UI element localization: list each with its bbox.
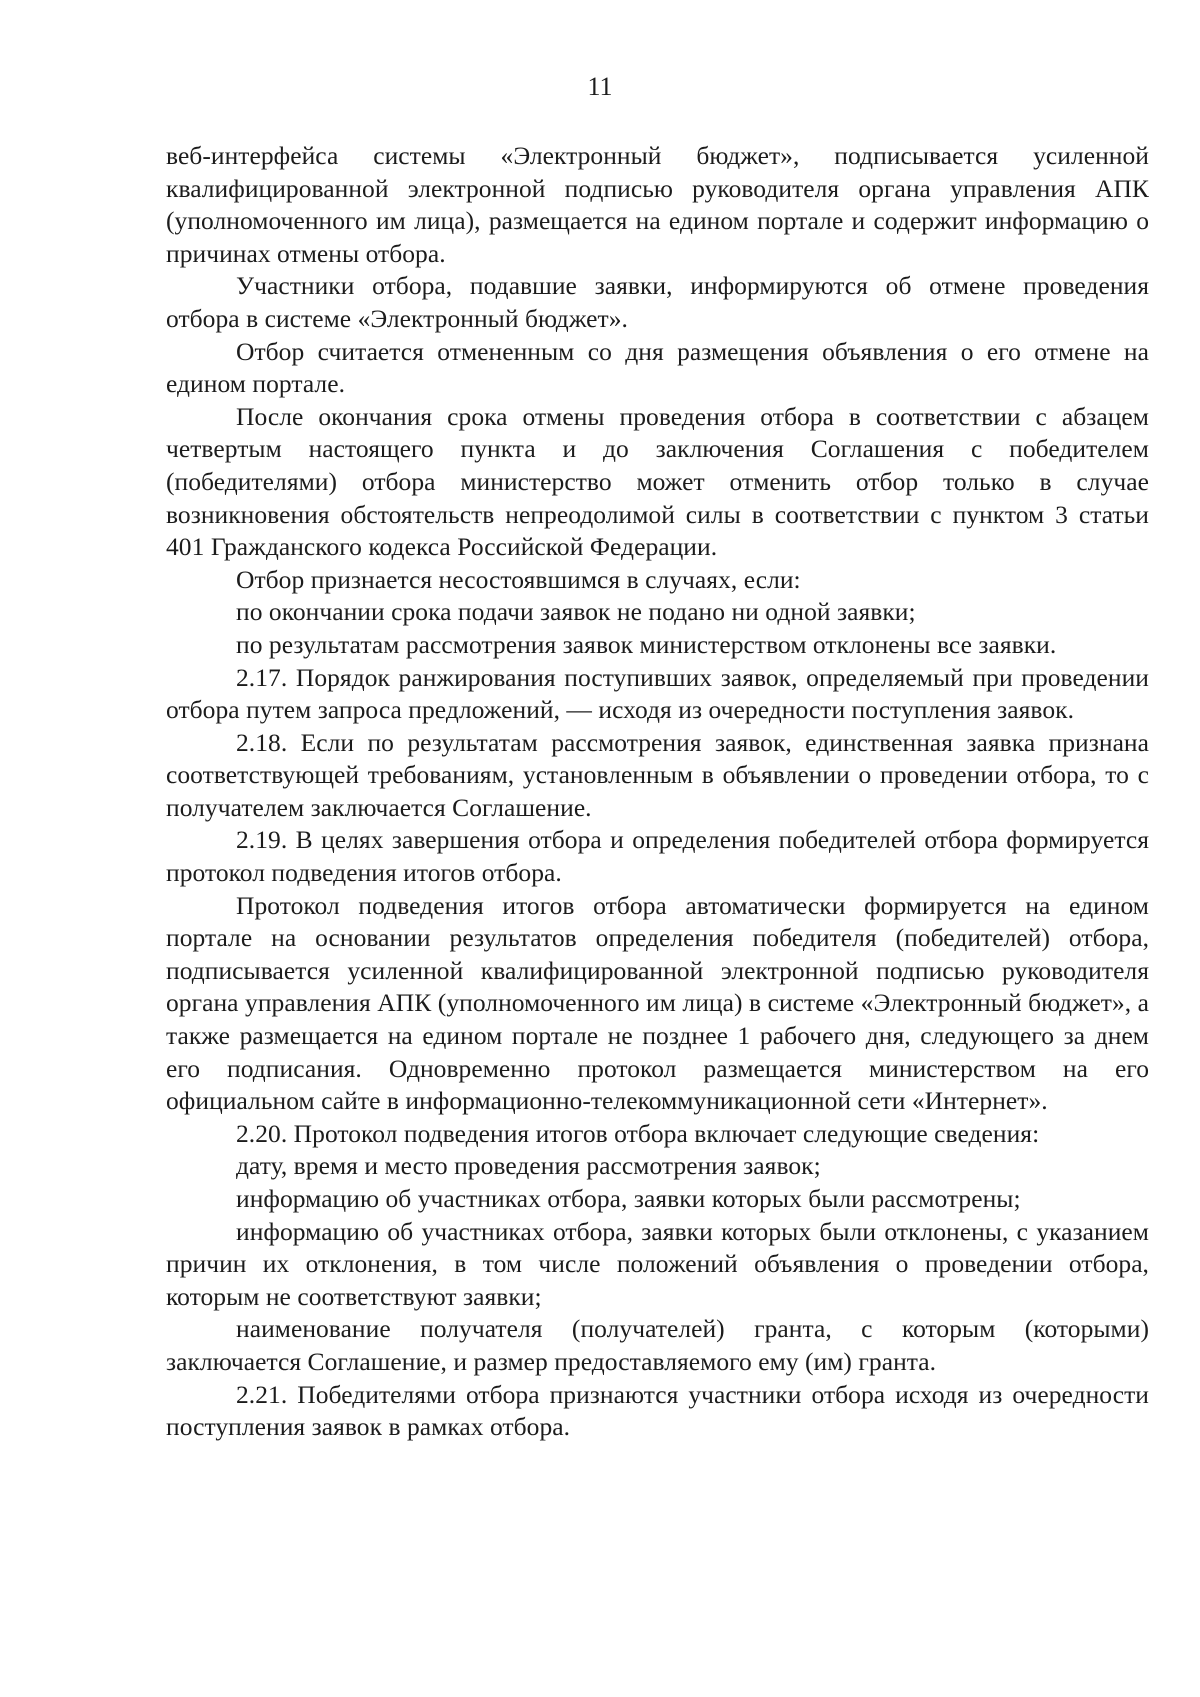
paragraph: по окончании срока подачи заявок не подано ни одной заявки; xyxy=(236,597,916,627)
paragraph-2-21: 2.21. Победителями отбора признаются участники отбора исходя из очередности поступления заявок в рамках отбора. xyxy=(166,1379,1149,1442)
paragraph-2-17: 2.17. Порядок ранжирования поступивших заявок, определяемый при проведении отбора путем запроса предложений, — исходя из очередности поступления заявок. xyxy=(166,662,1149,725)
page-number: 11 xyxy=(587,72,613,101)
paragraph: Отбор признается несостоявшимся в случаях, если: xyxy=(236,564,801,594)
paragraph: дату, время и место проведения рассмотрения заявок; xyxy=(236,1151,821,1181)
paragraph: информацию об участниках отбора, заявки которых были отклонены, с указанием причин их отклонения, в том числе положений объявления о проведении отбора, которым не соответствуют заявки; xyxy=(166,1216,1149,1311)
paragraph-continuation: веб-интерфейса системы «Электронный бюджет», подписывается усиленной квалифицированной электронной подписью руководителя органа управления АПК (уполномоченного им лица), размещается на едином портале и содержит информацию о причинах отмены отбора. xyxy=(166,141,1149,268)
paragraph: Участники отбора, подавшие заявки, информируются об отмене проведения отбора в системе «Электронный бюджет». xyxy=(166,271,1149,333)
paragraph: информацию об участниках отбора, заявки которых были рассмотрены; xyxy=(236,1184,1021,1213)
paragraph: наименование получателя (получателей) гранта, с которым (которыми) заключается Соглашение, и размер предоставляемого ему (им) гранта. xyxy=(166,1314,1149,1376)
paragraph-2-18: 2.18. Если по результатам рассмотрения заявок, единственная заявка признана соответствующей требованиям, установленным в объявлении о проведении отбора, то с получателем заключается Соглашение. xyxy=(166,727,1149,822)
document-body xyxy=(166,140,1149,1444)
paragraph: по результатам рассмотрения заявок министерством отклонены все заявки. xyxy=(236,629,1057,659)
paragraph-2-19: 2.19. В целях завершения отбора и определения победителей отбора формируется протокол подведения итогов отбора. xyxy=(166,825,1149,888)
paragraph: Отбор считается отмененным со дня размещения объявления о его отмене на едином портале. xyxy=(166,336,1149,399)
paragraph: После окончания срока отмены проведения отбора в соответствии с абзацем четвертым настоящего пункта и до заключения Соглашения с победителем (победителями) отбора министерство может отменить отбор только в случае возникновения обстоятельств непреодолимой силы в соответствии с пунктом 3 статьи 401 Гражданского кодекса Российской Федерации. xyxy=(166,401,1149,562)
paragraph-2-20: 2.20. Протокол подведения итогов отбора включает следующие сведения: xyxy=(236,1118,1040,1148)
paragraph: Протокол подведения итогов отбора автоматически формируется на едином портале на основании результатов определения победителя (победителей) отбора, подписывается усиленной квалифицированной электронной подписью руководителя органа управления АПК (уполномоченного им лица) в системе «Электронный бюджет», а также размещается на едином портале не позднее 1 рабочего дня, следующего за днем его подписания. Одновременно протокол размещается министерством на его официальном сайте в информационно-телекоммуникационной сети «Интернет». xyxy=(166,890,1149,1116)
